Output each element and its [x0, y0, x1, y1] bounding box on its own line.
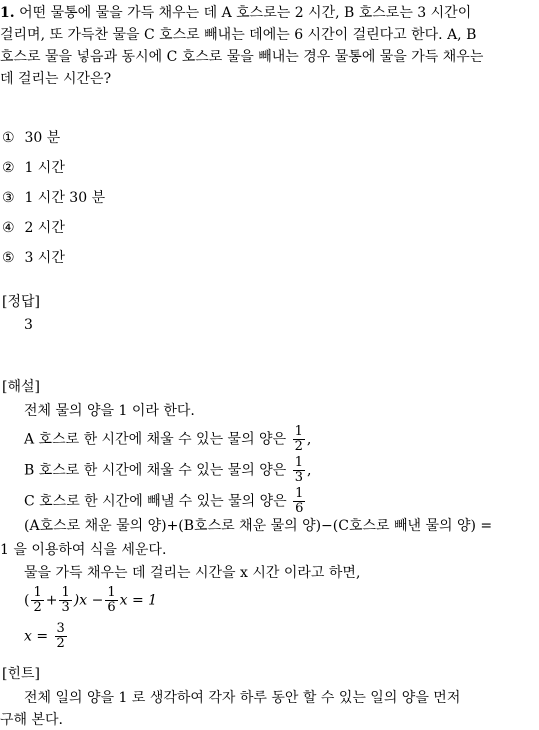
fraction-numerator: 3 — [56, 621, 65, 636]
answer-value: 3 — [24, 317, 33, 333]
option-text: 1 시간 30 분 — [24, 190, 106, 206]
explanation-line-4 — [24, 487, 307, 516]
equation-end: x = 1 — [119, 592, 158, 609]
fraction-denominator: 6 — [107, 600, 116, 615]
fraction — [293, 487, 305, 516]
fraction-numerator: 1 — [33, 585, 42, 600]
fraction-denominator: 3 — [61, 600, 70, 615]
equation-1 — [24, 586, 157, 615]
punctuation: , — [307, 462, 312, 479]
option-1[interactable] — [2, 128, 60, 148]
question-line-3: 호스로 물을 넣음과 동시에 C 호스로 물을 빼내는 경우 물통에 물을 가득 채우는 — [0, 49, 484, 65]
fraction-denominator: 3 — [294, 470, 304, 485]
fraction-numerator: 1 — [294, 424, 303, 439]
explanation-line-2 — [24, 425, 311, 454]
answer-label: [정답] — [2, 294, 40, 310]
hint-line-1: 전체 일의 양을 1 로 생각하여 각자 하루 동안 할 수 있는 일의 양을 먼저 — [24, 690, 461, 706]
question-text: 어떤 물통에 물을 가득 채우는 데 A 호스로는 2 시간, B 호스로는 3 시간이 — [19, 5, 472, 21]
fraction — [293, 425, 305, 454]
option-mark: ③ — [2, 190, 15, 206]
fraction-numerator: 1 — [295, 486, 304, 501]
equation-open: ( — [24, 592, 30, 609]
explanation-line-5: (A호스로 채운 물의 양)+(B호스로 채운 물의 양)−(C호스로 빼낸 물의 양) = — [24, 518, 493, 534]
option-5[interactable] — [2, 248, 65, 268]
option-4[interactable] — [2, 218, 65, 238]
fraction — [31, 586, 43, 615]
option-text: 2 시간 — [24, 220, 65, 236]
option-3[interactable] — [2, 188, 105, 208]
option-text: 30 분 — [24, 130, 61, 146]
fraction-denominator: 2 — [33, 600, 42, 615]
option-2[interactable] — [2, 158, 65, 178]
explanation-text: B 호스로 한 시간에 채울 수 있는 물의 양은 — [24, 462, 287, 479]
question-number: 1. — [0, 5, 15, 21]
equation-operator: + — [45, 592, 58, 609]
equation-middle: )x − — [73, 592, 104, 609]
option-mark: ⑤ — [2, 250, 15, 266]
explanation-line-7: 물을 가득 채우는 데 걸리는 시간을 x 시간 이라고 하면, — [24, 565, 361, 581]
punctuation: , — [306, 431, 312, 448]
hint-line-2: 구해 본다. — [0, 712, 63, 728]
fraction — [55, 622, 67, 651]
explanation-line-3 — [24, 456, 311, 485]
explanation-text: C 호스로 한 시간에 빼낼 수 있는 물의 양은 — [24, 493, 287, 510]
option-text: 3 시간 — [24, 250, 65, 266]
hint-label: [힌트] — [2, 666, 40, 682]
question-line-1 — [0, 3, 471, 23]
equation-lhs: x = — [24, 628, 49, 645]
explanation-label: [해설] — [2, 379, 40, 395]
option-mark: ④ — [2, 220, 15, 236]
fraction — [293, 456, 305, 485]
option-text: 1 시간 — [24, 160, 65, 176]
fraction-numerator: 1 — [294, 455, 304, 470]
option-mark: ② — [2, 160, 15, 176]
explanation-line-6: 1 을 이용하여 식을 세운다. — [0, 542, 167, 558]
fraction-denominator: 2 — [56, 636, 65, 651]
explanation-line-1: 전체 물의 양을 1 이라 한다. — [24, 403, 195, 419]
fraction-numerator: 1 — [61, 585, 70, 600]
question-line-4: 데 걸리는 시간은? — [0, 71, 112, 87]
fraction — [105, 586, 117, 615]
question-line-2: 걸리며, 또 가득찬 물을 C 호스로 빼내는 데에는 6 시간이 걸린다고 한다. A, B — [0, 27, 477, 43]
fraction-denominator: 2 — [294, 439, 303, 454]
explanation-text: A 호스로 한 시간에 채울 수 있는 물의 양은 — [24, 431, 287, 448]
fraction-numerator: 1 — [107, 585, 116, 600]
fraction — [59, 586, 71, 615]
option-mark: ① — [2, 130, 15, 146]
equation-2 — [24, 622, 69, 651]
fraction-denominator: 6 — [295, 501, 304, 516]
